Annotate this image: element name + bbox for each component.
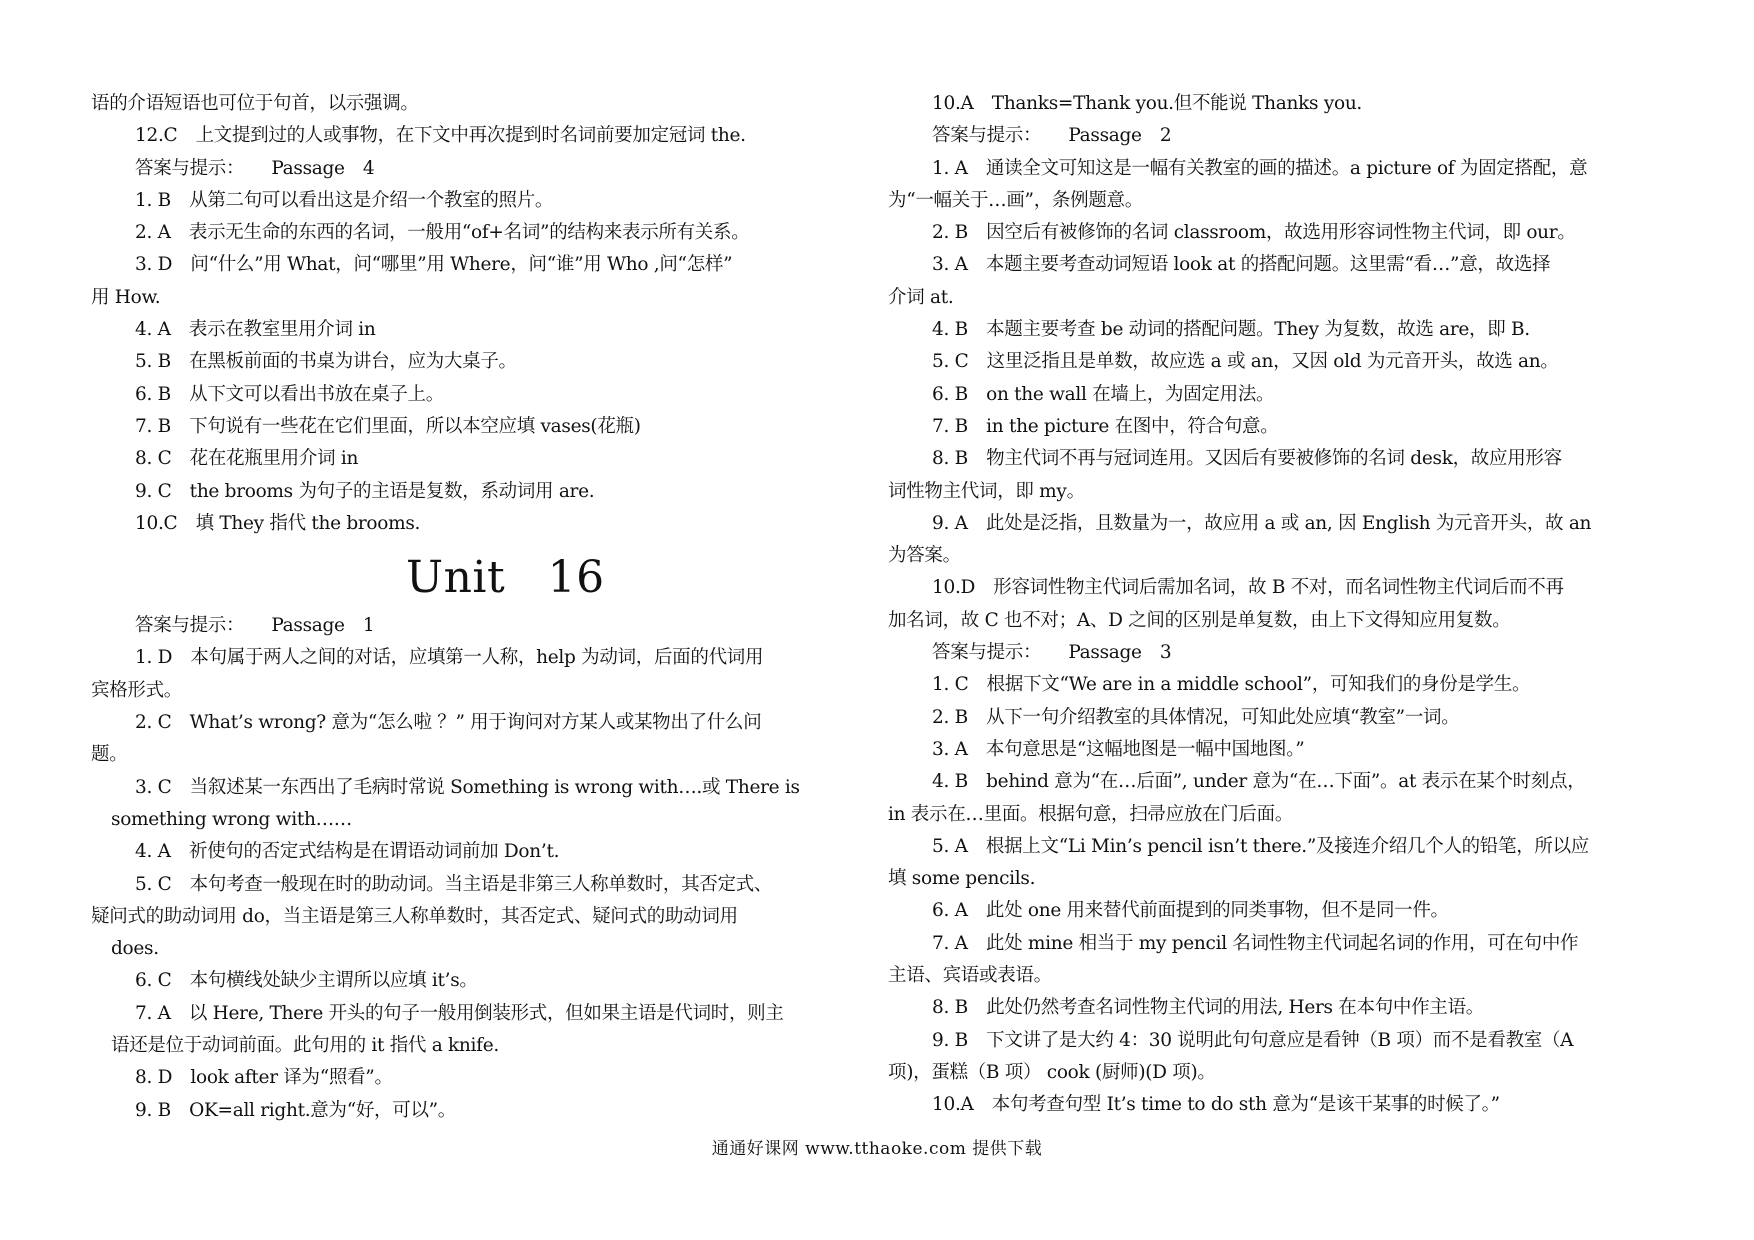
text-line: 4. B 本题主要考查 be 动词的搭配问题。They 为复数，故选 are，即 B. xyxy=(932,319,1530,341)
text-line: 4. B behind 意为“在…后面”, under 意为“在…下面”。at 表示在某个时刻点， xyxy=(932,771,1586,793)
text-line: 介词 at. xyxy=(888,286,954,308)
text-line: 语还是位于动词前面。此句用的 it 指代 a knife. xyxy=(111,1035,499,1057)
text-line: 10.C 填 They 指代 the brooms. xyxy=(135,512,421,534)
text-line: 4. A 表示在教室里用介词 in xyxy=(135,319,376,341)
text-line: 6. A 此处 one 用来替代前面提到的同类事物，但不是同一件。 xyxy=(932,900,1449,922)
text-line: 答案与提示： Passage 1 xyxy=(135,615,375,637)
text-line: 填 some pencils. xyxy=(888,868,1036,890)
text-line: 7. A 此处 mine 相当于 my pencil 名词性物主代词起名词的作用，可在句中作 xyxy=(932,932,1579,954)
text-line: 1. C 根据下文“We are in a middle school”，可知我们的身份是学生。 xyxy=(932,674,1531,696)
text-line: 词性物主代词，即 my。 xyxy=(888,480,1085,502)
text-line: 7. A 以 Here, There 开头的句子一般用倒装形式，但如果主语是代词时，则主 xyxy=(135,1002,784,1024)
text-line: 9. B OK=all right.意为“好，可以”。 xyxy=(135,1099,457,1121)
text-line: 3. A 本题主要考查动词短语 look at 的搭配问题。这里需“看…”意，故选择 xyxy=(932,254,1551,276)
text-line: 加名词，故 C 也不对；A、D 之间的区别是单复数，由上下文得知应用复数。 xyxy=(888,609,1511,631)
text-line: 疑问式的助动词用 do，当主语是第三人称单数时，其否定式、疑问式的助动词用 xyxy=(91,905,738,927)
text-line: 6. C 本句横线处缺少主谓所以应填 it’s。 xyxy=(135,970,478,992)
text-line: 为答案。 xyxy=(888,545,961,567)
text-line: 9. A 此处是泛指，且数量为一，故应用 a 或 an, 因 English 为元音开头，故 an xyxy=(932,512,1592,534)
text-line: 8. D look after 译为“照看”。 xyxy=(135,1067,393,1089)
text-line: 1. A 通读全文可知这是一幅有关教室的画的描述。a picture of 为固定搭配，意 xyxy=(932,157,1588,179)
text-line: 3. A 本句意思是“这幅地图是一幅中国地图。” xyxy=(932,738,1305,760)
text-line: 5. A 根据上文“Li Min’s pencil isn’t there.”及接连介绍几个人的铅笔，所以应 xyxy=(932,835,1589,857)
text-line: 9. B 下文讲了是大约 4：30 说明此句句意应是看钟（B 项）而不是看教室（A xyxy=(932,1029,1574,1051)
text-line: 4. A 祈使句的否定式结构是在谓语动词前加 Don’t. xyxy=(135,841,560,863)
text-line: 10.A Thanks=Thank you.但不能说 Thanks you. xyxy=(932,93,1363,114)
unit-title: Unit 16 xyxy=(406,552,605,604)
text-line: 5. C 这里泛指且是单数，故应选 a 或 an，又因 old 为元音开头，故选 an。 xyxy=(932,351,1559,373)
right-column xyxy=(888,88,1626,1122)
text-line: 语的介语短语也可位于句首，以示强调。 xyxy=(91,93,419,114)
text-line: in 表示在…里面。根据句意，扫帚应放在门后面。 xyxy=(888,803,1294,825)
text-line: 7. B 下句说有一些花在它们里面，所以本空应填 vases(花瓶) xyxy=(135,415,641,437)
text-line: does. xyxy=(111,938,159,960)
text-line: 8. C 花在花瓶里用介词 in xyxy=(135,448,359,470)
text-line: 题。 xyxy=(91,744,128,766)
text-line: 用 How. xyxy=(91,286,161,308)
text-line: 9. C the brooms 为句子的主语是复数，系动词用 are. xyxy=(135,480,595,502)
text-line: 为“一幅关于…画”，条例题意。 xyxy=(888,189,1143,211)
text-line: 7. B in the picture 在图中，符合句意。 xyxy=(932,415,1279,437)
text-line: 10.D 形容词性物主代词后需加名词，故 B 不对，而名词性物主代词后而不再 xyxy=(932,577,1564,599)
text-line: 项)，蛋糕（B 项） cook (厨师)(D 项)。 xyxy=(888,1061,1216,1083)
text-line: 2. C What’s wrong? 意为“怎么啦 ？” 用于询问对方某人或某物出了什么问 xyxy=(135,712,762,734)
text-line: 8. B 此处仍然考查名词性物主代词的用法, Hers 在本句中作主语。 xyxy=(932,997,1484,1019)
text-line: 1. D 本句属于两人之间的对话，应填第一人称，help 为动词，后面的代词用 xyxy=(135,647,764,669)
text-line: 3. C 当叙述某一东西出了毛病时常说 Something is wrong with….或 There is xyxy=(135,776,800,798)
text-line: 2. B 从下一句介绍教室的具体情况，可知此处应填“教室”一词。 xyxy=(932,706,1460,728)
text-line: 3. D 问“什么”用 What，问“哪里”用 Where，问“谁”用 Who ,问“怎样” xyxy=(135,254,733,276)
text-line: something wrong with…… xyxy=(111,808,352,830)
text-line: 答案与提示： Passage 4 xyxy=(135,157,375,179)
left-column-text-continued xyxy=(91,610,829,1127)
footer-credit: 通通好课网 www.tthaoke.com 提供下载 xyxy=(711,1139,1043,1159)
text-line: 宾格形式。 xyxy=(91,679,183,701)
left-column-text xyxy=(91,88,829,540)
text-line: 2. A 表示无生命的东西的名词，一般用“of+名词”的结构来表示所有关系。 xyxy=(135,222,750,244)
right-column-text xyxy=(888,88,1626,1122)
text-line: 6. B 从下文可以看出书放在桌子上。 xyxy=(135,383,444,405)
text-line: 主语、宾语或表语。 xyxy=(888,965,1052,987)
text-line: 12.C 上文提到过的人或事物，在下文中再次提到时名词前要加定冠词 the. xyxy=(135,125,746,147)
text-line: 5. B 在黑板前面的书桌为讲台，应为大桌子。 xyxy=(135,351,517,373)
left-column xyxy=(91,88,829,1127)
text-line: 10.A 本句考查句型 It’s time to do sth 意为“是该干某事的时候了。” xyxy=(932,1094,1500,1116)
text-line: 答案与提示： Passage 2 xyxy=(932,125,1172,147)
text-line: 8. B 物主代词不再与冠词连用。又因后有要被修饰的名词 desk，故应用形容 xyxy=(932,448,1562,470)
text-line: 5. C 本句考查一般现在时的助动词。当主语是非第三人称单数时，其否定式、 xyxy=(135,873,773,895)
text-line: 答案与提示： Passage 3 xyxy=(932,642,1172,664)
text-line: 6. B on the wall 在墙上，为固定用法。 xyxy=(932,383,1275,405)
text-line: 1. B 从第二句可以看出这是介绍一个教室的照片。 xyxy=(135,189,554,211)
text-line: 2. B 因空后有被修饰的名词 classroom，故选用形容词性物主代词，即 our。 xyxy=(932,222,1576,244)
